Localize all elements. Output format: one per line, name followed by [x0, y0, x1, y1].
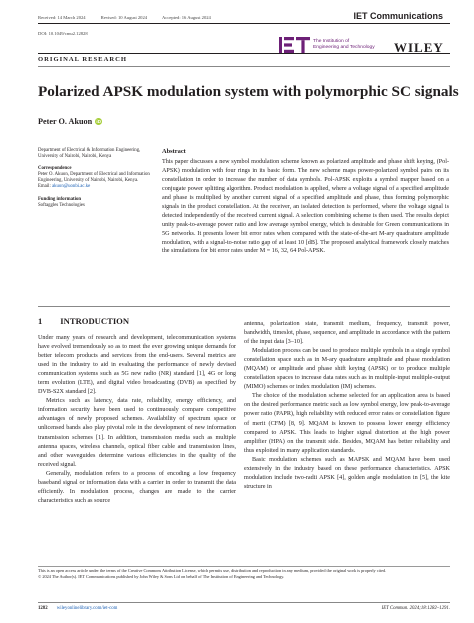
- correspondence-text: Peter O. Akuon, Department of Electrical and Information Engineering, University of Nairobi, Nairobi, Kenya.: [38, 172, 150, 184]
- journal-url[interactable]: wileyonlinelibrary.com/iet-com: [56, 606, 118, 611]
- copyright-text: © 2024 The Author(s). IET Communications published by John Wiley & Sons Ltd on behalf of The Institution of Engineering and Technology.: [38, 573, 285, 579]
- funding-heading: Funding information: [38, 196, 82, 202]
- received-date: Received: 14 March 2024: [38, 15, 86, 20]
- paragraph: antenna, polarization state, transmit medium, frequency, transmit power, bandwidth, timeslot, phase, sequence, and amplitude in accordance with the pattern of the input data [3–10].: [244, 321, 450, 346]
- correspondence: [38, 166, 154, 190]
- article-dates: [38, 15, 338, 21]
- page-number: 1282: [38, 606, 48, 611]
- section-number: 1: [38, 316, 43, 326]
- abstract: [162, 148, 449, 256]
- iet-name: The Institution of Engineering and Technology: [313, 39, 375, 50]
- license-footnote: [38, 568, 450, 579]
- paragraph: Modulation process can be used to produce multiple symbols in a single symbol constellation space such as in M-ary quadrature amplitude and phase modulation (MQAM) or amplitude and phase shift keying (APSK) or to produce multiple constellation spaces to increase data rates such as in multiple-input multiple-output (MIMO) schemes or index modulation (IM) schemes.: [244, 348, 450, 391]
- right-column: [244, 320, 450, 492]
- email-link[interactable]: akuon@uonbi.ac.ke: [52, 184, 91, 190]
- section-heading: [38, 316, 129, 326]
- section-title: INTRODUCTION: [60, 316, 130, 326]
- correspondence-heading: Correspondence: [38, 166, 72, 172]
- email-label: Email:: [38, 184, 52, 190]
- iet-logo-icon: [279, 36, 311, 54]
- funding: [38, 197, 154, 209]
- paragraph: Under many years of research and development, telecommunication systems have evolved tremendously so as to meet the ever growing unique demands for better telecom products and services from the end-users. Several metrics are used in the industry to aid in evaluating the performance of newly devised communication systems such as 5G new radio (NR) standard [1], 4G or long term evolution (LTE), and digital video broadcasting (DVB) as specified by DVB-S2X standard [2].: [38, 335, 236, 396]
- revised-date: Revised: 10 August 2024: [100, 15, 148, 20]
- license-text: This is an open access article under the terms of the Creative Commons Attribution License, which permits use, distribution and reproduction in any medium, provided the original work is properly cited.: [38, 568, 387, 573]
- citation: IET Commun. 2024;18:1282–1291.: [381, 606, 450, 611]
- wiley-logo: WILEY: [394, 40, 444, 55]
- department: Department of Electrical & Information Engineering, University of Nairobi, Nairobi, Kenya: [38, 148, 141, 160]
- header-rule: [38, 23, 450, 24]
- funding-text: Softaggles Technologies: [38, 202, 85, 208]
- affiliation-column: [38, 148, 154, 215]
- logo-rule: [38, 53, 450, 54]
- doi[interactable]: DOI: 10.1049/cmu2.12828: [38, 31, 88, 36]
- paragraph: Generally, modulation refers to a process of encoding a low frequency baseband signal or information data with a carrier in order to transmit the data efficiently. In modulation process, changes are made to the carrier characteristics such as source: [38, 470, 236, 504]
- page-footer: [38, 606, 450, 611]
- orcid-icon[interactable]: iD: [96, 119, 102, 124]
- paper-title: Polarized APSK modulation system with polymorphic SC signals: [38, 83, 459, 100]
- article-type: ORIGINAL RESEARCH: [38, 56, 127, 63]
- journal-name: IET Communications: [353, 11, 443, 21]
- author-line: [38, 117, 102, 126]
- accepted-date: Accepted: 16 August 2024: [161, 15, 211, 20]
- paragraph: Metrics such as latency, data rate, reliability, energy efficiency, and information security have been used to continuously compare competitive advantages of newly proposed schemes. Availability of spectrum space or unlicensed bands also play pivotal role in the development of new information transmission schemes [1]. In addition, transmission media such as multiple antenna spaces, wireless channels, optical fiber cable and transmission lines, and other waveguides determine various efficiencies in the quality of the received signal.: [38, 398, 236, 468]
- left-column: [38, 334, 236, 506]
- paragraph: The choice of the modulation scheme selected for an application area is based on the desired performance metric such as low symbol energy, low peak-to-average power ratio (PAPR), high reliability with reduced error rates or constellation figure of merit (CFM) [8, 9]. MQAM is known to possess lower energy efficiency compared to APSK. This leads to higher signal distortion at the high power amplifier (HPA) on the transmit side. Besides, MQAM has better reliability and thus exploited in many application standards.: [244, 393, 450, 454]
- abstract-heading: Abstract: [162, 148, 186, 155]
- abstract-text: This paper discusses a new symbol modulation scheme known as polarized amplitude and phase shift keying, (Pol-APSK) modulation with four rings in its basic form. The new scheme maps power-polarized symbol pairs on its constellation in order to increase the number of data symbols. Pol-APSK exploits a symbol mapper based on a conjugate power splitting algorithm. Product modulation is applied, where a voltage signal of a specified amplitude and phase is multiplied by another current signal of a specified amplitude and phase, thus forming polymorphic signals in the product constellation. At the receiver, an isolated detection is performed, where the voltage signal is detected independently of the received current signal. A selection combining scheme is then used. The results depict unity peak-to-average power ratio and low average symbol energy, which is desirable for Green communications in 5G networks. It presents lower bit error rates when compared with the state-of-the-art M-ary quadrature amplitude modulation, with a signal-to-noise ratio gap of at least 10 [dB]. The proposed analytical framework closely matches the simulations for bit error rates under M = 16, 32, 64 Pol-APSK.: [162, 158, 449, 255]
- author-name: Peter O. Akuon: [38, 117, 93, 126]
- paragraph: Basic modulation schemes such as MAPSK and MQAM have been used extensively in the industry based on these performance characteristics. APSK modulation include two-radii APSK [4], golden angle modulation in [5], the kite structure in: [244, 456, 450, 490]
